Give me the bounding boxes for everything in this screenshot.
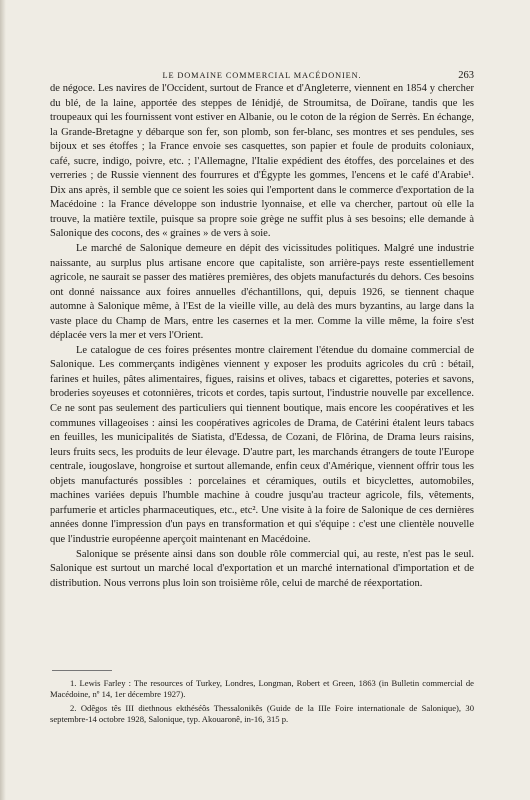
footnote: 2. Odêgos tês III diethnous ekthéséôs Thessalonikês (Guide de la IIIe Foire internationale de Salonique), 30 septembre-14 octobre 1928, Salonique, typ. Akouaronê, in-16, 315 p.	[50, 702, 474, 724]
paragraph: de négoce. Les navires de l'Occident, surtout de France et d'Angleterre, viennent en 1854 y chercher du blé, de la laine, apportée des steppes de Iénidjé, de Stroumitsa, de Doïrane, tandis que les troupeaux qui les fournissent vont estiver en Albanie, ou le coton de la région de Serrès. En échange, la Grande-Bretagne y débarque son fer, son plomb, son fer-blanc, ses montres et ses pendules, ses bijoux et ses étoffes ; la France envoie ses casquettes, son papier et foule de produits coloniaux, café, sucre, indigo, poivre, etc. ; l'Allemagne, l'Italie expédient des étoffes, des porcelaines et des verreries ; de Russie viennent des fourrures et d'Égypte les gommes, l'encens et le café d'Arabie¹. Dix ans après, il semble que ce soient les soies qui l'emportent dans le commerce d'exportation de la Macédoine : la France développe son industrie lyonnaise, et elle va chercher, partout où elle la trouve, la matière textile, puisque sa propre soie grège ne suffit plus à ses besoins; elle demande à Salonique des cocons, des « graines » de vers à soie.	[50, 83, 474, 240]
footnote: 1. Lewis Farley : The resources of Turkey, Londres, Longman, Robert et Green, 1863 (in Bulletin commercial de Macédoine, nº 14, 1er décembre 1927).	[50, 678, 474, 700]
scan-shadow-edge	[0, 0, 6, 800]
paragraph: Le marché de Salonique demeure en dépit des vicissitudes politiques. Malgré une industrie naissante, au surplus plus artisane encore que capitaliste, son arrière-pays reste essentiellement agricole, ne saurait se passer des matières premières, des objets manufacturés du dehors. Ces besoins ont donné naissance aux foires annuelles d'échantillons, qui, depuis 1926, se tiennent chaque automne à Salonique même, à l'Est de la vieille ville, au delà des murs byzantins, au large dans la vaste place du Champ de Mars, entre les casernes et la mer. Comme la ville même, la foire s'est déplacée vers la mer et vers l'Orient.	[50, 243, 474, 342]
body-text	[50, 82, 474, 591]
paragraph: Le catalogue de ces foires présentes montre clairement l'étendue du domaine commercial de Salonique. Les commerçants indigènes viennent y exposer les produits agricoles du crû : bétail, farines et huiles, pâtes alimentaires, figues, raisins et olives, tabacs et cigarettes, poteries et savons, broderies soyeuses et cotonnières, tricots et cordes, tapis surtout, l'industrie nouvelle par excellence. Ce ne sont pas seulement des particuliers qui tiennent boutique, mais encore les coopératives et les communes villageoises : ainsi les coopératives agricoles de Drama, de Catérini étalent leurs tabacs en feuilles, les municipalités de Siatista, d'Edessa, de Cozani, de Flôrina, de Drama leurs raisins, leurs fruits secs, les produits de leur élevage. D'autre part, les marchands étrangers de toute l'Europe centrale, iougoslave, hongroise et surtout allemande, enfin ceux d'Amérique, viennent offrir tous les objets manufacturés possibles : porcelaines et céramiques, outils et bicyclettes, automobiles, machines variées depuis l'humble machine à coudre jusqu'au tracteur agricole, fils, vêtements, parfumerie et articles pharmaceutiques, etc., etc². Une visite à la foire de Salonique de ces dernières années donne l'impression d'un pays en transformation et qui s'équipe : c'est une clientèle nouvelle que l'industrie européenne aperçoit maintenant en Macédoine.	[50, 344, 474, 545]
running-title: LE DOMAINE COMMERCIAL MACÉDONIEN.	[162, 71, 362, 80]
paragraph: Salonique se présente ainsi dans son double rôle commercial qui, au reste, n'est pas le seul. Salonique est surtout un marché local d'exportation et un marché international d'importation et de distribution. Nous verrons plus loin son troisième rôle, celui de marché de réexportation.	[50, 548, 474, 589]
page-number: 263	[458, 70, 474, 81]
footnotes	[50, 678, 474, 727]
footnote-divider	[52, 670, 112, 671]
